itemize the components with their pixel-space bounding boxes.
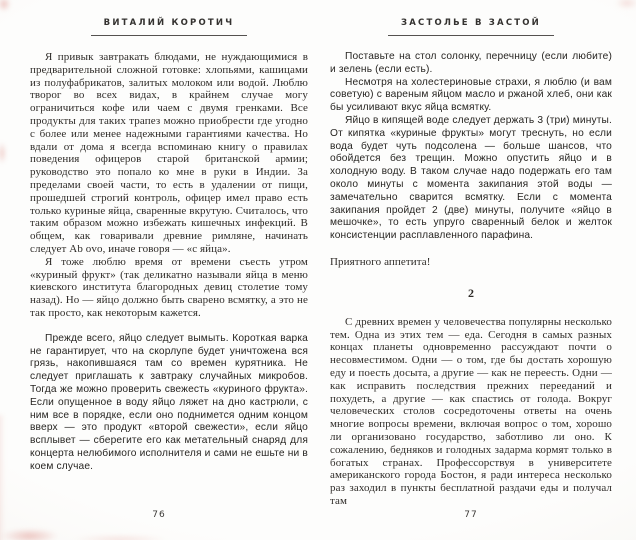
running-head-right — [330, 12, 612, 36]
photo-edge-tint — [60, 533, 180, 540]
recipe-paragraph: Яйцо в кипящей воде следует держать 3 (три) минуты. От кипятка «куриные фрукты» могут треснуть, но если вода будет чуть подсолена — больше шансов, что обойдется без трещин. Можно опустить яйцо и в холодную воду. В таком случае надо подержать его там около минуты с момента закипания этой воды — замечательно сварится всмятку. Если с момента закипания пройдет 2 (две) минуты, получите «яйцо в мешочке», то есть упруго сваренный белок и желток консистенции расплавленного парафина. — [330, 114, 612, 242]
running-head-left — [30, 12, 308, 36]
body-paragraph: Я привык завтракать блюдами, не нуждающимися в предварительной сложной готовке: хлопьями, кашицами из полуфабрикатов, залитых молоком или водой. Люблю творог во всех видах, в крайнем случае могу ограничиться кофе или чаем с двумя гренками. Все продукты для таких трапез можно приобрести где угодно с более или менее надежными гарантиями качества. Но вдали от дома я всегда вспоминаю книгу о правилах поведения офицеров старой британской армии; руководство это попало ко мне в руки в Индии. За пределами своей части, то есть в удалении от пищи, прошедшей строгий контроль, офицер имел право есть только куриные яйца, сваренные вкрутую. Считалось, что таким образом можно избежать кишечных инфекций. В общем, как говаривали древние римляне, начинать следует Ab ovo, иначе говоря — «с яйца». — [30, 51, 308, 255]
photo-edge-tint — [0, 415, 5, 540]
body-paragraph: Я тоже люблю время от времени съесть утром «куриный фрукт» (так деликатно называли яйца в меню киевского института благородных девиц столетие тому назад). Но — яйцо должно быть сварено всмятку, а это не так просто, как некоторым кажется. — [30, 255, 308, 319]
photo-edge-tint — [0, 0, 13, 14]
running-head-author: ВИТАЛИЙ КОРОТИЧ — [91, 14, 248, 36]
recipe-paragraph: Поставьте на стол солонку, перечницу (если любите) и зелень (если есть). — [330, 51, 612, 75]
recipe-paragraph: Прежде всего, яйцо следует вымыть. Короткая варка не гарантирует, что на скорлупе будет уничтожена вся грязь, накопившаяся там со времен курятника. Не следует приглашать к завтраку случайных микробов. Тогда же можно проверить свежесть «куриного фрукта». Если опущенное в воду яйцо ляжет на дно кастрюли, с ним все в порядке, если оно поднимется одним концом вверх — это продукт «второй свежести», если яйцо всплывет — сберегите его как метательный снаряд для концерта нелюбимого исполнителя и сами не ешьте ни в коем случае. — [30, 332, 308, 472]
page-number-right: 77 — [464, 510, 478, 520]
chapter-section-number: 2 — [468, 285, 474, 300]
right-page — [330, 12, 612, 532]
bon-appetit-line: Приятного аппетита! — [330, 255, 431, 268]
left-page — [30, 12, 308, 532]
body-paragraph: С древних времен у человечества популярны несколько тем. Одна из этих тем — еда. Сегодня в самых разных концах планеты одновременно рассуждают почти о несовместимом. Одни — о том, где бы достать хорошую еду и поесть досыта, а другие — как не переесть. Одни — как исправить последствия прежних перееданий и похудеть, а другие — как спастись от голода. Вокруг человеческих столов сосредоточены ответы на очень многие вопросы времени, включая вопрос о том, хорошо ли организовано государство, заботливо ли оно. К сожалению, бедняков и голодных задарма кормят только в богатых странах. Профессорствуя в университете американского города Бостон, я ради интереса несколько раз заходил в пункты бесплатной раздачи еды и получал там — [330, 315, 612, 507]
photo-edge-tint — [0, 138, 8, 168]
photo-edge-tint — [612, 0, 636, 11]
page-number-left: 76 — [152, 510, 166, 520]
recipe-paragraph: Несмотря на холестериновые страхи, я люблю (и вам советую) с вареным яйцом масло и ржаной хлеб, они как бы усиливают вкус яйца всмятку. — [330, 76, 612, 114]
running-head-title: ЗАСТОЛЬЕ В ЗАСТОЙ — [388, 14, 554, 36]
